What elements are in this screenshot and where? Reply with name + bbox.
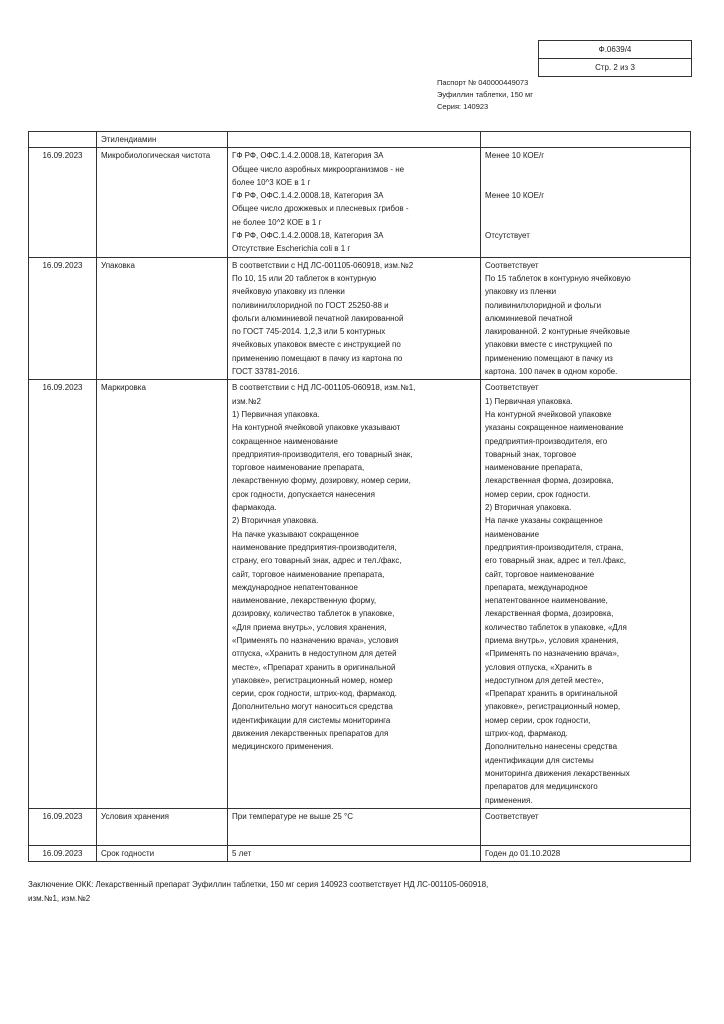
result-line: идентификации для системы	[485, 755, 594, 765]
requirement-line: ГФ РФ, ОФС.1.4.2.0008.18, Категория 3А	[232, 231, 384, 241]
requirement-line: по ГОСТ 745-2014. 1,2,3 или 5 контурных	[232, 327, 386, 337]
result-line: предприятия-производителя, его	[485, 436, 608, 446]
result-line: лекарственная форма, дозировка,	[485, 476, 614, 486]
result-line: номер серии, срок годности,	[485, 715, 591, 725]
requirement-line: лекарственную форму, дозировку, номер серии,	[232, 476, 411, 486]
result-line: непатентованное наименование,	[485, 596, 608, 606]
requirement-line: международное непатентованное	[232, 582, 358, 592]
test-requirement	[228, 845, 481, 861]
passport-number: Паспорт № 040000449073	[437, 78, 529, 87]
test-name: Этилендиамин	[97, 132, 228, 148]
result-line: 2) Вторичная упаковка.	[485, 503, 572, 513]
requirement-line: движения лекарственных препаратов для	[232, 729, 389, 739]
requirement-line: более 10^3 КОЕ в 1 г	[232, 177, 311, 187]
result-line: количество таблеток в упаковке, «Для	[485, 622, 627, 632]
requirement-line: торговое наименование препарата,	[232, 463, 365, 473]
result-line: «Препарат хранить в оригинальной	[485, 689, 618, 699]
result-line	[485, 176, 686, 189]
result-line: применения.	[485, 795, 533, 805]
requirement-line: ГФ РФ, ОФС.1.4.2.0008.18, Категория 3А	[232, 151, 384, 161]
test-date: 16.09.2023	[29, 380, 97, 809]
result-line: указаны сокращенное наименование	[485, 423, 624, 433]
result-line	[485, 216, 686, 229]
result-line: На контурной ячейковой упаковке	[485, 409, 612, 419]
result-line: штрих-код, фармакод.	[485, 729, 568, 739]
result-line: наименование препарата,	[485, 463, 583, 473]
result-line: его товарный знак, адрес и тел./факс,	[485, 556, 626, 566]
conclusion-text-2: изм.№1, изм.№2	[28, 894, 91, 903]
test-requirement	[228, 148, 481, 257]
requirement-line: упаковке», регистрационный номер, номер	[232, 675, 393, 685]
result-line: Менее 10 КОЕ/г	[485, 151, 545, 161]
table-row	[29, 380, 691, 809]
result-line	[485, 163, 686, 176]
test-requirement	[228, 808, 481, 845]
result-line: Отсутствует	[485, 231, 530, 241]
result-line: товарный знак, торговое	[485, 449, 577, 459]
result-line: Соответствует	[485, 383, 539, 393]
product-name: Эуфиллин таблетки, 150 мг	[437, 90, 533, 99]
test-name: Маркировка	[97, 380, 228, 809]
requirement-line: 1) Первичная упаковка.	[232, 409, 320, 419]
requirement-line: серии, срок годности, штрих-код, фармакод.	[232, 689, 397, 699]
test-name: Упаковка	[97, 257, 228, 380]
requirement-line: Дополнительно могут наноситься средства	[232, 702, 393, 712]
result-line: мониторинга движения лекарственных	[485, 768, 630, 778]
requirement-line: «Для приема внутрь», условия хранения,	[232, 622, 387, 632]
requirement-line: ячейковых упаковок вместе с инструкцией по	[232, 340, 401, 350]
requirement-line: сокращенное наименование	[232, 436, 338, 446]
test-result	[481, 808, 691, 845]
requirement-line: применению помещают в пачку из картона по	[232, 353, 403, 363]
requirement-line: «Применять по назначению врача», условия	[232, 635, 399, 645]
result-line	[485, 202, 686, 215]
result-line: «Применять по назначению врача»,	[485, 649, 619, 659]
table-row	[29, 845, 691, 861]
test-date: 16.09.2023	[29, 845, 97, 861]
requirement-line: Общее число аэробных микроорганизмов - не	[232, 164, 405, 174]
requirement-line: поливинилхлоридной по ГОСТ 25250-88 и	[232, 300, 389, 310]
result-line: На пачке указаны сокращенное	[485, 516, 603, 526]
result-line: По 15 таблеток в контурную ячейковую	[485, 273, 631, 283]
test-name: Срок годности	[97, 845, 228, 861]
result-line: приема внутрь», условия хранения,	[485, 635, 619, 645]
result-line: Дополнительно нанесены средства	[485, 742, 618, 752]
page-number: Стр. 2 из 3	[539, 58, 691, 76]
requirement-line: не более 10^2 КОЕ в 1 г	[232, 217, 322, 227]
requirement-line: дозировку, количество таблеток в упаковке,	[232, 609, 395, 619]
requirement-line: срок годности, допускается нанесения	[232, 489, 375, 499]
requirement-line: 2) Вторичная упаковка.	[232, 516, 319, 526]
requirement-line: ГФ РФ, ОФС.1.4.2.0008.18, Категория 3А	[232, 191, 384, 201]
test-name: Микробиологическая чистота	[97, 148, 228, 257]
result-line: недоступном для детей месте»,	[485, 675, 604, 685]
requirement-line: отпуска, «Хранить в недоступном для детей	[232, 649, 397, 659]
requirement-line: ячейковую упаковку из пленки	[232, 287, 345, 297]
result-line: условия отпуска, «Хранить в	[485, 662, 593, 672]
result-line: Соответствует	[485, 811, 539, 821]
requirement-line: фармакода.	[232, 503, 277, 513]
test-date: 16.09.2023	[29, 257, 97, 380]
test-results-table	[28, 131, 691, 862]
result-line: упаковку из пленки	[485, 287, 557, 297]
table-row	[29, 808, 691, 845]
requirement-line: На пачке указывают сокращенное	[232, 529, 359, 539]
table-row	[29, 132, 691, 148]
result-line: препарата, международное	[485, 582, 588, 592]
test-date: 16.09.2023	[29, 148, 97, 257]
result-line: поливинилхлоридной и фольги	[485, 300, 602, 310]
requirement-line: ГОСТ 33781-2016.	[232, 367, 300, 377]
requirement-line: Общее число дрожжевых и плесневых грибов -	[232, 204, 409, 214]
test-result	[481, 845, 691, 861]
requirement-line: наименование предприятия-производителя,	[232, 542, 397, 552]
requirement-line: сайт, торговое наименование препарата,	[232, 569, 385, 579]
form-code: Ф.0639/4	[598, 45, 632, 54]
result-line: сайт, торговое наименование	[485, 569, 595, 579]
result-line: алюминиевой печатной	[485, 313, 573, 323]
result-line: предприятия-производителя, страна,	[485, 542, 624, 552]
conclusion-label: Заключение ОКК:	[28, 880, 94, 889]
result-line: лакированной. 2 контурные ячейковые	[485, 327, 630, 337]
result-line: препаратов для медицинского	[485, 782, 598, 792]
test-date: 16.09.2023	[29, 808, 97, 845]
requirement-line: изм.№2	[232, 396, 261, 406]
test-result	[481, 148, 691, 257]
series-number: Серия: 140923	[437, 102, 489, 111]
requirement-line: наименование, лекарственную форму,	[232, 596, 377, 606]
test-requirement	[228, 132, 481, 148]
requirement-line: В соответствии с НД ЛС-001105-060918, изм.№1,	[232, 383, 416, 393]
test-date	[29, 132, 97, 148]
table-row	[29, 257, 691, 380]
result-line: Менее 10 КОЕ/г	[485, 191, 545, 201]
result-line: картона. 100 пачек в одном коробе.	[485, 367, 618, 377]
requirement-line: По 10, 15 или 20 таблеток в контурную	[232, 273, 377, 283]
requirement-line: При температуре не выше 25 °С	[232, 811, 353, 821]
test-result	[481, 257, 691, 380]
passport-info	[437, 77, 533, 113]
requirement-line: страну, его товарный знак, адрес и тел./факс,	[232, 556, 402, 566]
result-line: Соответствует	[485, 260, 539, 270]
requirement-line: предприятия-производителя, его товарный знак,	[232, 449, 413, 459]
test-result	[481, 380, 691, 809]
result-line: Годен до 01.10.2028	[485, 848, 561, 858]
result-line: номер серии, срок годности.	[485, 489, 591, 499]
result-line: наименование	[485, 529, 540, 539]
requirement-line: В соответствии с НД ЛС-001105-060918, изм.№2	[232, 260, 414, 270]
test-requirement	[228, 380, 481, 809]
test-name: Условия хранения	[97, 808, 228, 845]
conclusion	[28, 878, 668, 906]
result-line: применению помещают в пачку из	[485, 353, 613, 363]
result-line: лекарственная форма, дозировка,	[485, 609, 614, 619]
test-result	[481, 132, 691, 148]
requirement-line: На контурной ячейковой упаковке указывают	[232, 423, 401, 433]
result-line: упаковки вместе с инструкцией по	[485, 340, 613, 350]
requirement-line: месте», «Препарат хранить в оригинальной	[232, 662, 396, 672]
form-code-box	[538, 40, 692, 77]
result-line: упаковке», регистрационный номер,	[485, 702, 621, 712]
requirement-line: медицинского применения.	[232, 742, 334, 752]
requirement-line: 5 лет	[232, 848, 252, 858]
requirement-line: Отсутствие Escherichia coli в 1 г	[232, 244, 351, 254]
requirement-line: фольги алюминиевой печатной лакированной	[232, 313, 404, 323]
result-line: 1) Первичная упаковка.	[485, 396, 573, 406]
test-requirement	[228, 257, 481, 380]
table-row	[29, 148, 691, 257]
conclusion-text: Лекарственный препарат Эуфиллин таблетки, 150 мг серия 140923 соответствует НД ЛС-001105-060918,	[93, 880, 489, 889]
requirement-line: идентификации для системы мониторинга	[232, 715, 391, 725]
